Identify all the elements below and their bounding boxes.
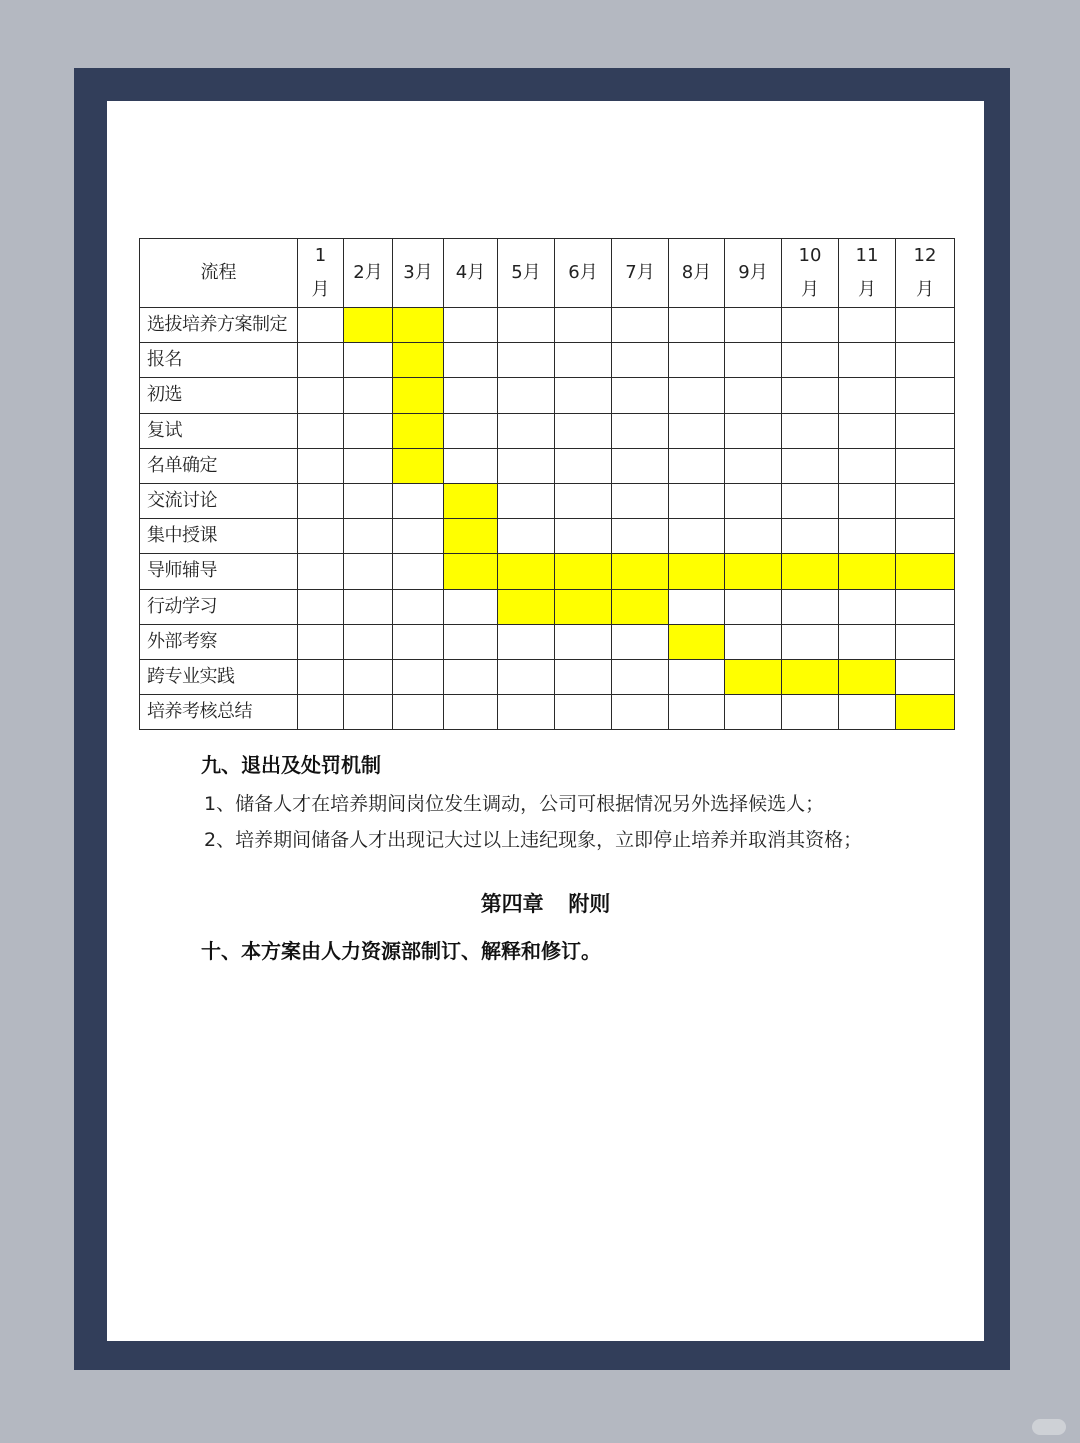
month-label: 2月: [353, 262, 383, 283]
schedule-cell: [298, 554, 344, 589]
schedule-cell: [344, 589, 393, 624]
schedule-cell: [782, 695, 839, 730]
table-row: [140, 378, 955, 413]
month-label: 7月: [625, 262, 655, 283]
watermark-badge: [1032, 1419, 1066, 1435]
schedule-cell: [498, 695, 555, 730]
section-9-title: 九、退出及处罚机制: [201, 753, 381, 777]
schedule-cell: [298, 589, 344, 624]
schedule-cell: [612, 624, 669, 659]
schedule-cell: [298, 378, 344, 413]
schedule-cell: [896, 343, 955, 378]
table-row: [140, 589, 955, 624]
schedule-cell: [839, 378, 896, 413]
schedule-cell: [782, 519, 839, 554]
schedule-cell-active: [393, 448, 444, 483]
schedule-cell: [669, 343, 725, 378]
step-label: 初选: [140, 378, 298, 413]
schedule-cell: [612, 378, 669, 413]
month-label: 4月: [455, 262, 486, 283]
schedule-cell: [444, 413, 498, 448]
schedule-cell-active: [839, 554, 896, 589]
schedule-cell: [839, 413, 896, 448]
step-label: 行动学习: [140, 589, 298, 624]
schedule-cell: [555, 483, 612, 518]
month-header-1: [298, 239, 344, 308]
schedule-cell: [669, 378, 725, 413]
schedule-cell-active: [612, 589, 669, 624]
schedule-cell: [555, 519, 612, 554]
month-header-7: [612, 239, 669, 308]
schedule-cell: [612, 413, 669, 448]
schedule-cell: [725, 378, 782, 413]
month-label: 1月: [311, 245, 330, 300]
schedule-cell-active: [444, 519, 498, 554]
table-row: [140, 659, 955, 694]
schedule-cell: [344, 659, 393, 694]
schedule-cell-active: [725, 659, 782, 694]
month-label: 11月: [855, 245, 879, 300]
schedule-cell: [444, 448, 498, 483]
schedule-cell: [782, 413, 839, 448]
step-label: 导师辅导: [140, 554, 298, 589]
schedule-cell: [555, 378, 612, 413]
schedule-cell: [782, 308, 839, 343]
schedule-cell: [344, 448, 393, 483]
month-header-9: [725, 239, 782, 308]
schedule-cell: [782, 624, 839, 659]
schedule-cell: [612, 695, 669, 730]
schedule-cell: [612, 448, 669, 483]
schedule-cell: [839, 519, 896, 554]
month-header-2: [344, 239, 393, 308]
schedule-cell: [444, 659, 498, 694]
schedule-cell: [896, 519, 955, 554]
schedule-cell-active: [393, 343, 444, 378]
document-page: [107, 101, 984, 1341]
schedule-cell: [555, 413, 612, 448]
schedule-cell: [896, 589, 955, 624]
document-frame: [74, 68, 1010, 1370]
schedule-cell: [839, 308, 896, 343]
month-label: 5月: [511, 262, 541, 283]
schedule-cell: [344, 519, 393, 554]
section-9-item-2: 2、培养期间储备人才出现记大过以上违纪现象，立即停止培养并取消其资格；: [204, 829, 863, 851]
schedule-cell: [344, 624, 393, 659]
schedule-cell: [498, 343, 555, 378]
schedule-cell: [669, 695, 725, 730]
step-label: 跨专业实践: [140, 659, 298, 694]
schedule-cell: [782, 378, 839, 413]
schedule-cell: [896, 659, 955, 694]
section-9-item-1: 1、储备人才在培养期间岗位发生调动，公司可根据情况另外选择候选人；: [204, 793, 825, 815]
schedule-cell: [344, 343, 393, 378]
schedule-cell-active: [498, 589, 555, 624]
schedule-cell: [669, 659, 725, 694]
table-row: [140, 448, 955, 483]
schedule-cell-active: [839, 659, 896, 694]
schedule-cell: [896, 483, 955, 518]
schedule-cell: [782, 448, 839, 483]
month-label: 12月: [913, 245, 937, 300]
schedule-cell: [498, 483, 555, 518]
step-label: 集中授课: [140, 519, 298, 554]
schedule-cell: [444, 378, 498, 413]
step-label: 复试: [140, 413, 298, 448]
schedule-cell: [896, 308, 955, 343]
schedule-cell: [782, 483, 839, 518]
schedule-cell: [344, 413, 393, 448]
schedule-cell: [612, 483, 669, 518]
schedule-cell: [725, 448, 782, 483]
month-header-5: [498, 239, 555, 308]
chapter-4-number: 第四章: [480, 892, 544, 916]
schedule-cell-active: [393, 378, 444, 413]
schedule-cell: [344, 695, 393, 730]
step-label: 报名: [140, 343, 298, 378]
schedule-cell: [725, 308, 782, 343]
chapter-4-name: 附则: [568, 892, 611, 916]
schedule-cell: [393, 519, 444, 554]
schedule-cell: [393, 695, 444, 730]
month-label: 3月: [403, 262, 433, 283]
schedule-cell: [498, 519, 555, 554]
schedule-cell: [393, 589, 444, 624]
schedule-cell: [298, 695, 344, 730]
schedule-cell-active: [498, 554, 555, 589]
schedule-cell: [839, 483, 896, 518]
table-row: [140, 519, 955, 554]
step-label: 选拔培养方案制定: [140, 308, 298, 343]
schedule-cell: [344, 378, 393, 413]
schedule-cell: [669, 519, 725, 554]
schedule-cell: [444, 308, 498, 343]
schedule-cell: [782, 589, 839, 624]
schedule-cell-active: [725, 554, 782, 589]
schedule-cell: [669, 589, 725, 624]
schedule-cell: [725, 413, 782, 448]
schedule-cell: [498, 378, 555, 413]
schedule-cell: [669, 483, 725, 518]
schedule-cell: [839, 695, 896, 730]
schedule-cell-active: [612, 554, 669, 589]
month-header-10: [782, 239, 839, 308]
schedule-cell: [498, 659, 555, 694]
table-row: [140, 413, 955, 448]
table-row: [140, 695, 955, 730]
schedule-cell: [298, 343, 344, 378]
schedule-cell: [839, 448, 896, 483]
schedule-cell: [344, 554, 393, 589]
training-schedule-table: [139, 238, 955, 730]
schedule-cell: [669, 308, 725, 343]
schedule-cell: [298, 483, 344, 518]
schedule-cell: [344, 483, 393, 518]
schedule-cell: [555, 308, 612, 343]
schedule-cell: [896, 378, 955, 413]
chapter-4-title: [107, 888, 984, 918]
schedule-cell-active: [393, 413, 444, 448]
process-header: 流程: [140, 239, 298, 308]
schedule-cell: [498, 448, 555, 483]
schedule-cell: [393, 659, 444, 694]
schedule-cell: [393, 624, 444, 659]
schedule-cell: [725, 343, 782, 378]
schedule-cell: [555, 659, 612, 694]
schedule-cell: [444, 695, 498, 730]
schedule-cell: [498, 413, 555, 448]
step-label: 培养考核总结: [140, 695, 298, 730]
step-label: 交流讨论: [140, 483, 298, 518]
schedule-cell: [298, 413, 344, 448]
schedule-cell-active: [344, 308, 393, 343]
schedule-cell: [782, 343, 839, 378]
schedule-cell: [839, 589, 896, 624]
schedule-cell-active: [669, 624, 725, 659]
section-10-title: 十、本方案由人力资源部制订、解释和修订。: [201, 939, 601, 963]
schedule-cell-active: [782, 554, 839, 589]
schedule-cell-active: [782, 659, 839, 694]
schedule-cell: [896, 448, 955, 483]
step-label: 外部考察: [140, 624, 298, 659]
schedule-cell-active: [444, 554, 498, 589]
schedule-cell-active: [896, 695, 955, 730]
schedule-cell: [555, 448, 612, 483]
schedule-cell: [444, 589, 498, 624]
schedule-cell-active: [669, 554, 725, 589]
table-header-row: [140, 239, 955, 308]
schedule-cell: [298, 448, 344, 483]
table-row: [140, 624, 955, 659]
schedule-cell: [839, 624, 896, 659]
schedule-cell: [669, 413, 725, 448]
schedule-cell-active: [555, 589, 612, 624]
schedule-cell-active: [896, 554, 955, 589]
schedule-cell: [298, 624, 344, 659]
table-row: [140, 343, 955, 378]
schedule-cell: [498, 308, 555, 343]
schedule-cell: [896, 413, 955, 448]
step-label: 名单确定: [140, 448, 298, 483]
schedule-cell: [555, 343, 612, 378]
schedule-cell: [498, 624, 555, 659]
month-header-6: [555, 239, 612, 308]
table-row: [140, 483, 955, 518]
schedule-cell: [612, 519, 669, 554]
schedule-cell: [555, 695, 612, 730]
schedule-cell: [298, 308, 344, 343]
schedule-cell: [444, 343, 498, 378]
schedule-cell: [725, 589, 782, 624]
schedule-cell: [298, 659, 344, 694]
schedule-cell: [555, 624, 612, 659]
month-label: 6月: [568, 262, 598, 283]
schedule-cell: [839, 343, 896, 378]
table-row: [140, 554, 955, 589]
month-label: 9月: [738, 262, 768, 283]
schedule-cell-active: [393, 308, 444, 343]
schedule-cell: [725, 519, 782, 554]
schedule-cell: [444, 624, 498, 659]
schedule-cell: [896, 624, 955, 659]
month-header-3: [393, 239, 444, 308]
month-header-4: [444, 239, 498, 308]
month-header-11: [839, 239, 896, 308]
month-header-12: [896, 239, 955, 308]
schedule-cell: [725, 624, 782, 659]
schedule-cell: [393, 554, 444, 589]
schedule-cell: [612, 308, 669, 343]
schedule-cell: [612, 659, 669, 694]
month-header-8: [669, 239, 725, 308]
schedule-cell: [725, 695, 782, 730]
schedule-cell: [298, 519, 344, 554]
schedule-cell-active: [555, 554, 612, 589]
schedule-cell: [725, 483, 782, 518]
schedule-cell: [669, 448, 725, 483]
month-label: 8月: [681, 262, 712, 283]
month-label: 10月: [798, 245, 822, 300]
schedule-cell: [612, 343, 669, 378]
schedule-cell: [393, 483, 444, 518]
table-row: [140, 308, 955, 343]
schedule-cell-active: [444, 483, 498, 518]
